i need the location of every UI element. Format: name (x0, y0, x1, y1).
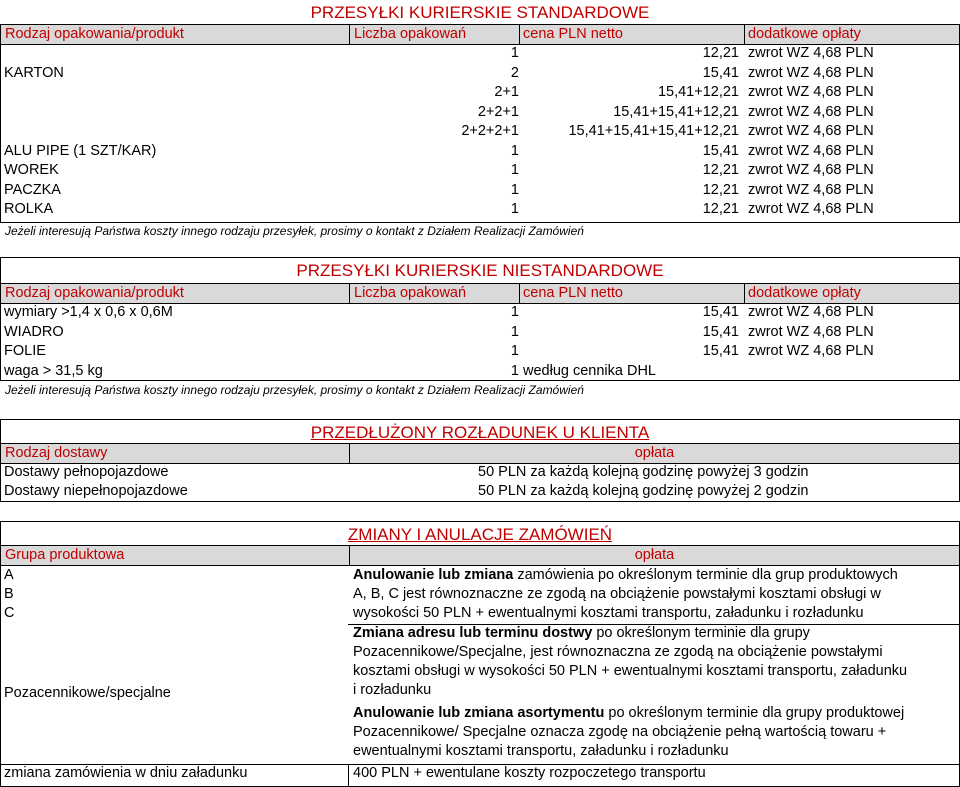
extra-fee-cell: zwrot WZ 4,68 PLN (748, 304, 874, 320)
last-group: zmiana zamówienia w dniu załadunku (4, 765, 248, 781)
table-row (0, 323, 960, 343)
standard-note: Jeżeli interesują Państwa koszty innego rodzaju przesyłek, prosimy o kontakt z Działem Realizacji Zamówień (5, 224, 584, 238)
table-row (0, 200, 960, 220)
col-header-product: Rodzaj opakowania/produkt (5, 285, 184, 301)
block2-line2: Pozacennikowe/Specjalne, jest równoznaczna ze zgodą na obciążenie powstałymi (353, 644, 883, 660)
price-cell: 12,21 (702, 181, 739, 198)
table-row (0, 83, 960, 103)
table-row (0, 161, 960, 181)
extra-fee-cell: zwrot WZ 4,68 PLN (748, 84, 874, 100)
extra-fee-cell: zwrot WZ 4,68 PLN (748, 181, 874, 198)
block3-line3: ewentualnymi kosztami transportu, załadunku i rozładunku (353, 743, 729, 759)
col-header-price: cena PLN netto (523, 285, 623, 301)
product-cell: WOREK (4, 162, 59, 178)
extra-fee-cell: zwrot WZ 4,68 PLN (748, 343, 874, 359)
nonstandard-section-title: PRZESYŁKI KURIERSKIE NIESTANDARDOWE (296, 261, 664, 280)
extra-fee-cell: zwrot WZ 4,68 PLN (748, 323, 874, 340)
price-cell: 15,41 (702, 343, 739, 359)
standard-table-header (0, 24, 960, 45)
col-header-product: Rodzaj opakowania/produkt (5, 26, 184, 42)
extra-fee-cell: zwrot WZ 4,68 PLN (748, 45, 874, 61)
col-header-product-group: Grupa produktowa (5, 547, 125, 563)
col-header-quantity: Liczba opakowań (354, 285, 467, 301)
table-row (0, 64, 960, 84)
quantity-cell: 1 (510, 45, 519, 61)
table-row (0, 342, 960, 362)
quantity-cell: 1 (510, 142, 519, 159)
extra-fee-cell: zwrot WZ 4,68 PLN (748, 64, 874, 81)
table-row (0, 303, 960, 323)
extra-fee-cell: zwrot WZ 4,68 PLN (748, 123, 874, 139)
col-header-price: cena PLN netto (523, 26, 623, 42)
quantity-cell: 1 (510, 343, 519, 359)
unloading-section-title: PRZEDŁUŻONY ROZŁADUNEK U KLIENTA (310, 423, 650, 442)
product-cell: FOLIE (4, 343, 46, 359)
group-b: B (4, 586, 14, 602)
changes-section-title: ZMIANY I ANULACJE ZAMÓWIEŃ (347, 525, 613, 544)
table-row (0, 181, 960, 201)
extra-fee-cell: zwrot WZ 4,68 PLN (748, 162, 874, 178)
block2-line4: i rozładunku (353, 682, 432, 698)
price-cell: 15,41 (702, 323, 739, 340)
group-c: C (4, 605, 15, 621)
quantity-cell: 1 (510, 181, 519, 198)
price-cell: według cennika DHL (523, 362, 656, 379)
table-row: Dostawy niepełnopojazdowe 50 PLN za każdą kolejną godzinę powyżej 2 godzin (4, 483, 809, 499)
price-cell: 12,21 (702, 201, 739, 217)
quantity-cell: 2+2+2+1 (461, 123, 519, 139)
price-cell: 15,41+12,21 (657, 84, 739, 100)
quantity-cell: 1 (510, 362, 519, 379)
quantity-cell: 1 (510, 201, 519, 217)
block1-line1: Anulowanie lub zmiana zamówienia po określonym terminie dla grup produktowych (353, 567, 898, 583)
col-header-fee: opłata (634, 445, 675, 461)
price-cell: 15,41 (702, 304, 739, 320)
product-cell: KARTON (4, 64, 64, 81)
group-special: Pozacennikowe/specjalne (4, 685, 171, 701)
product-cell: ROLKA (4, 201, 54, 217)
col-header-extra-fees: dodatkowe opłaty (748, 285, 861, 301)
group-a: A (4, 567, 14, 583)
block2-line1: Zmiana adresu lub terminu dostwy po określonym terminie dla grupy (353, 625, 810, 641)
price-cell: 12,21 (702, 45, 739, 61)
price-cell: 15,41+15,41+12,21 (613, 103, 739, 120)
quantity-cell: 1 (510, 304, 519, 320)
quantity-cell: 2 (510, 64, 519, 81)
nonstandard-note: Jeżeli interesują Państwa koszty innego rodzaju przesyłek, prosimy o kontakt z Działem Realizacji Zamówień (5, 383, 584, 397)
col-header-delivery-type: Rodzaj dostawy (5, 445, 108, 461)
extra-fee-cell: zwrot WZ 4,68 PLN (748, 103, 874, 120)
col-header-quantity: Liczba opakowań (354, 26, 467, 42)
last-fee: 400 PLN + ewentulane koszty rozpoczetego transportu (353, 765, 706, 781)
price-cell: 15,41+15,41+15,41+12,21 (568, 123, 739, 139)
unloading-table-header (0, 443, 960, 464)
block1-line3: wysokości 50 PLN + ewentualnymi kosztami transportu, załadunku i rozładunku (353, 605, 864, 621)
block3-line2: Pozacennikowe/ Specjalne oznacza zgodę na obciążenie pełną wartością towaru + (353, 724, 887, 740)
product-cell: ALU PIPE (1 SZT/KAR) (4, 142, 157, 159)
col-header-extra-fees: dodatkowe opłaty (748, 26, 861, 42)
block1-line2: A, B, C jest równoznaczne ze zgodą na obciążenie powstałymi kosztami obsługi w (353, 586, 881, 602)
table-row: Dostawy pełnopojazdowe 50 PLN za każdą kolejną godzinę powyżej 3 godzin (4, 464, 809, 480)
price-cell: 15,41 (702, 142, 739, 159)
price-cell: 12,21 (702, 162, 739, 178)
product-cell: PACZKA (4, 181, 61, 198)
table-row (0, 44, 960, 64)
price-cell: 15,41 (702, 64, 739, 81)
block2-line3: kosztami obsługi w wysokości 50 PLN + ewentualnymi kosztami transportu, załadunku (353, 663, 908, 679)
table-row (0, 142, 960, 162)
table-row (0, 362, 960, 382)
changes-table-header (0, 545, 960, 566)
product-cell: waga > 31,5 kg (4, 362, 103, 379)
standard-section-title: PRZESYŁKI KURIERSKIE STANDARDOWE (310, 3, 650, 22)
quantity-cell: 1 (510, 323, 519, 340)
table-row (0, 103, 960, 123)
extra-fee-cell: zwrot WZ 4,68 PLN (748, 142, 874, 159)
product-cell: WIADRO (4, 323, 64, 340)
nonstandard-table-header (0, 283, 960, 304)
product-cell: wymiary >1,4 x 0,6 x 0,6M (4, 304, 173, 320)
extra-fee-cell: zwrot WZ 4,68 PLN (748, 201, 874, 217)
quantity-cell: 2+1 (494, 84, 519, 100)
table-row (0, 122, 960, 142)
quantity-cell: 2+2+1 (477, 103, 519, 120)
quantity-cell: 1 (510, 162, 519, 178)
block3-line1: Anulowanie lub zmiana asortymentu po określonym terminie dla grupy produktowej (353, 705, 905, 721)
col-header-fee: opłata (634, 547, 675, 563)
